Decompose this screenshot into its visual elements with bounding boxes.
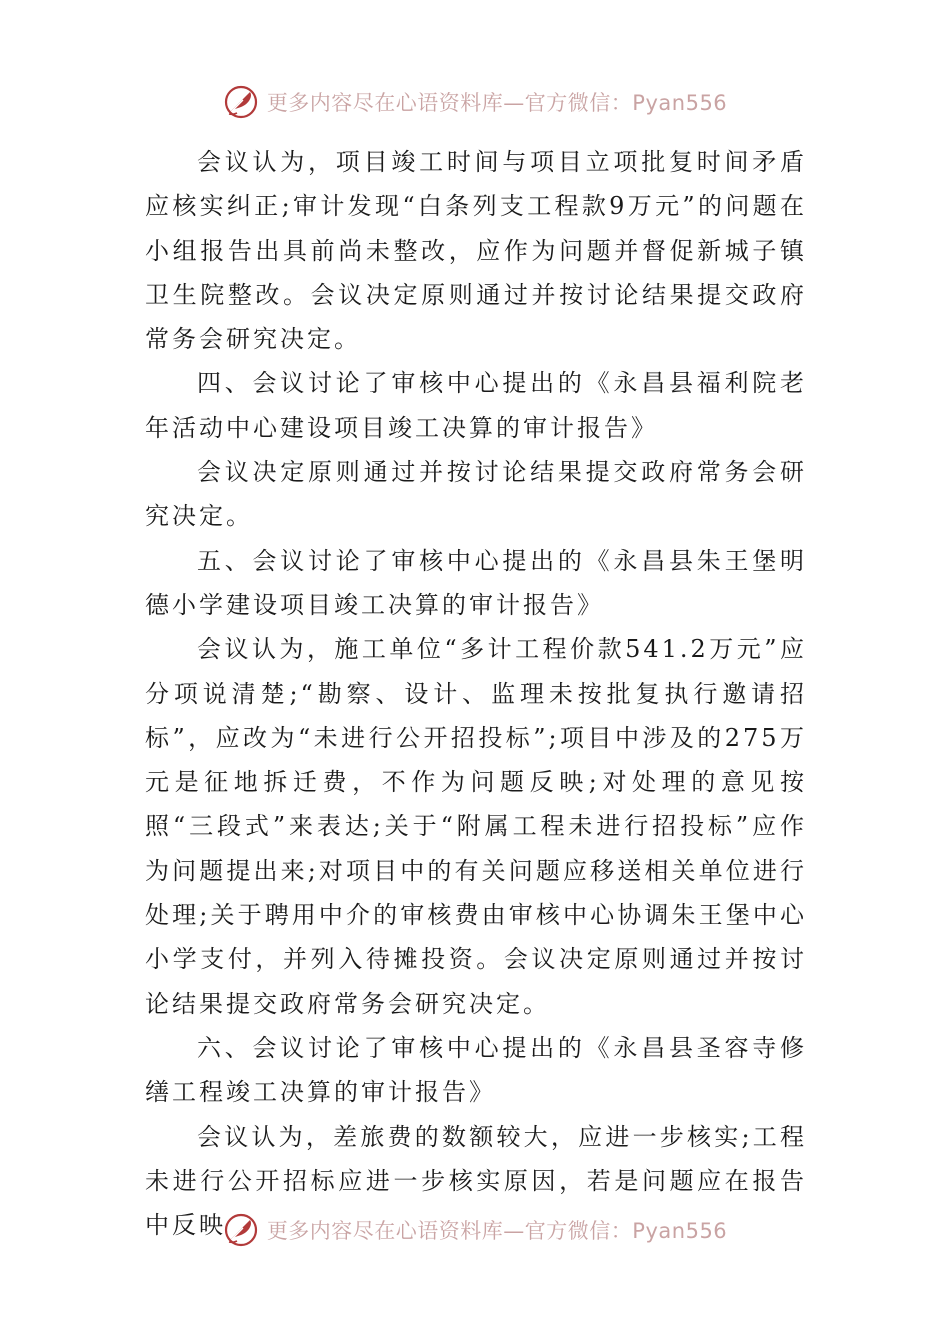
watermark-text: 更多内容尽在心语资料库—官方微信：Pyan556 — [266, 91, 728, 115]
document-body — [145, 140, 807, 1247]
section-heading: 六、会议讨论了审核中心提出的《永昌县圣容寺修缮工程竣工决算的审计报告》 — [145, 1033, 807, 1107]
section-heading: 四、会议讨论了审核中心提出的《永昌县福利院老年活动中心建设项目竣工决算的审计报告》 — [145, 369, 807, 442]
paragraph: 会议决定原则通过并按讨论结果提交政府常务会研究决定。 — [145, 458, 807, 531]
header-watermark — [0, 80, 950, 124]
feather-pen-logo-icon — [223, 84, 259, 120]
paragraph: 会议认为，项目竣工时间与项目立项批复时间矛盾应核实纠正;审计发现“白条列支工程款9万元”的问题在小组报告出具前尚未整改，应作为问题并督促新城子镇卫生院整改。会议决定原则通过并按讨论结果提交政府常务会研究决定。 — [145, 148, 807, 354]
section-heading: 五、会议讨论了审核中心提出的《永昌县朱王堡明德小学建设项目竣工决算的审计报告》 — [145, 546, 807, 619]
footer-watermark — [0, 1208, 950, 1252]
watermark-text: 更多内容尽在心语资料库—官方微信：Pyan556 — [266, 1219, 728, 1243]
feather-pen-logo-icon — [223, 1212, 259, 1248]
paragraph: 会议认为，施工单位“多计工程价款541.2万元”应分项说清楚;“勘察、设计、监理未按批复执行邀请招标”，应改为“未进行公开招投标”;项目中涉及的275万元是征地拆迁费，不作为问题反映;对处理的意见按照“三段式”来表达;关于“附属工程未进行招投标”应作为问题提出来;对项目中的有关问题应移送相关单位进行处理;关于聘用中介的审核费由审核中心协调朱王堡中心小学支付，并列入待摊投资。会议决定原则通过并按讨论结果提交政府常务会研究决定。 — [145, 635, 807, 1018]
paragraph: 会议认为，差旅费的数额较大，应进一步核实;工程未进行公开招标应进一步核实原因，若是问题应在报告中反映 — [145, 1122, 807, 1240]
